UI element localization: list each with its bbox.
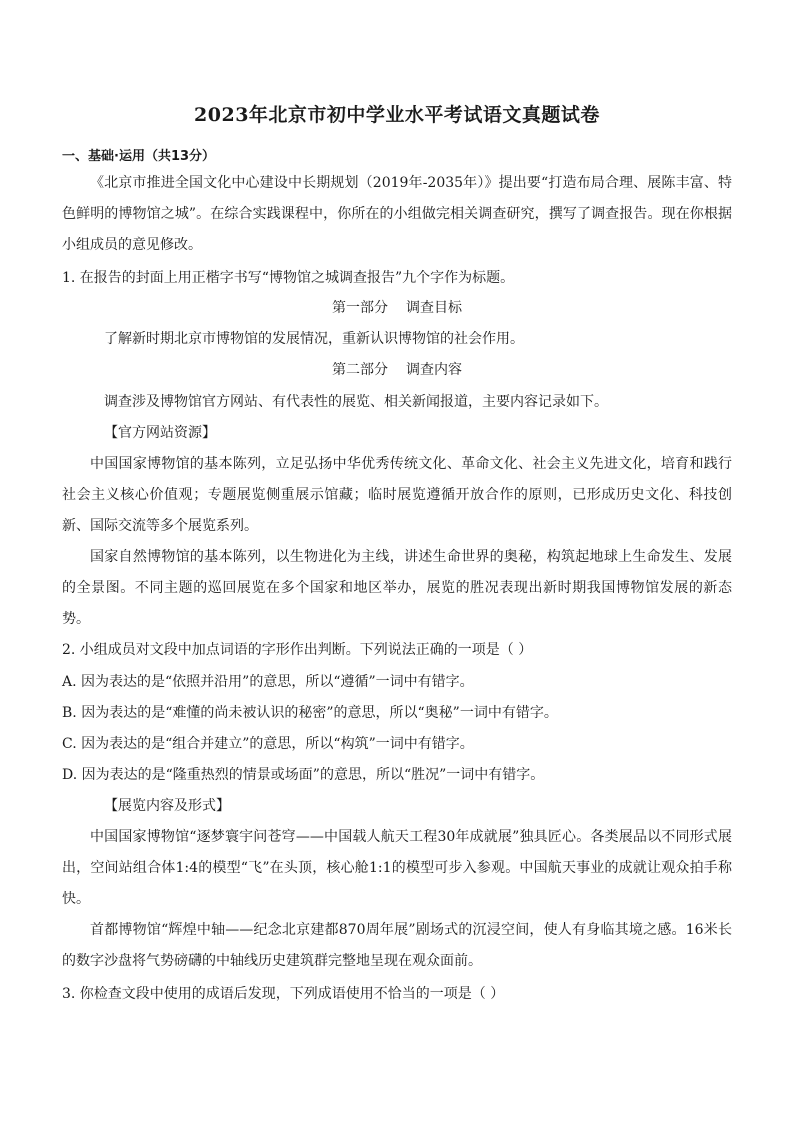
goal-text: 了解新时期北京市博物馆的发展情况，重新认识博物馆的社会作用。	[104, 331, 524, 347]
exhibition-paragraph-2: 首都博物馆“辉煌中轴——纪念北京建都870周年展”剧场式的沉浸空间，使人有身临其境之感。16米长的数字沙盘将气势磅礴的中轴线历史建筑群完整地呈现在观众面前。	[62, 922, 732, 969]
intro-paragraph: 《北京市推进全国文化中心建设中长期规划（2019年-2035年）》提出要“打造布局合理、展陈丰富、特色鲜明的博物馆之城”。在综合实践课程中，你所在的小组做完相关调查研究，撰写了调查报告。现在你根据小组成员的意见修改。	[62, 175, 732, 253]
resources-paragraph-2: 国家自然博物馆的基本陈列，以生物进化为主线，讲述生命世界的奥秘，构筑起地球上生命发生、发展的全景图。不同主题的巡回展览在多个国家和地区举办，展览的胜况表现出新时期我国博物馆发展的新态势。	[62, 549, 732, 627]
part2-heading	[0, 360, 794, 380]
section-heading: 一、基础·运用（共13分）	[62, 149, 216, 164]
part2-name: 调查内容	[406, 362, 462, 378]
q2-option-d[interactable]: D. 因为表达的是“隆重热烈的情景或场面”的意思，所以“胜况”一词中有错字。	[62, 767, 545, 783]
question-3: 3. 你检查文段中使用的成语后发现，下列成语使用不恰当的一项是（ ）	[62, 986, 505, 1002]
q2-option-a[interactable]: A. 因为表达的是“依照并沿用”的意思，所以“遵循”一词中有错字。	[62, 674, 474, 690]
content-text: 调查涉及博物馆官方网站、有代表性的展览、相关新闻报道，主要内容记录如下。	[104, 394, 608, 410]
resources-paragraph-1: 中国国家博物馆的基本陈列，立足弘扬中华优秀传统文化、革命文化、社会主义先进文化，培育和践行社会主义核心价值观；专题展览侧重展示馆藏；临时展览遵循开放合作的原则，已形成历史文化、科技创新、国际交流等多个展览系列。	[62, 456, 732, 534]
resources-heading: 【官方网站资源】	[104, 425, 216, 441]
question-1: 1. 在报告的封面上用正楷字书写“博物馆之城调查报告”九个字作为标题。	[62, 270, 515, 286]
q2-option-c[interactable]: C. 因为表达的是“组合并建立”的意思，所以“构筑”一词中有错字。	[62, 736, 474, 752]
q2-option-b[interactable]: B. 因为表达的是“难懂的尚未被认识的秘密”的意思，所以“奥秘”一词中有错字。	[62, 705, 558, 721]
part1-label: 第一部分	[332, 300, 388, 316]
part1-name: 调查目标	[406, 300, 462, 316]
part1-heading	[0, 298, 794, 318]
exhibition-paragraph-1: 中国国家博物馆“逐梦寰宇问苍穹——中国载人航天工程30年成就展”独具匠心。各类展品以不同形式展出，空间站组合体1:4的模型“飞”在头顶，核心舱1:1的模型可步入参观。中国航天事业的成就让观众拍手称快。	[62, 829, 732, 907]
question-2: 2. 小组成员对文段中加点词语的字形作出判断。下列说法正确的一项是（ ）	[62, 642, 533, 658]
page-title: 2023年北京市初中学业水平考试语文真题试卷	[194, 104, 600, 126]
part2-label: 第二部分	[332, 362, 388, 378]
exhibition-heading: 【展览内容及形式】	[104, 798, 230, 814]
